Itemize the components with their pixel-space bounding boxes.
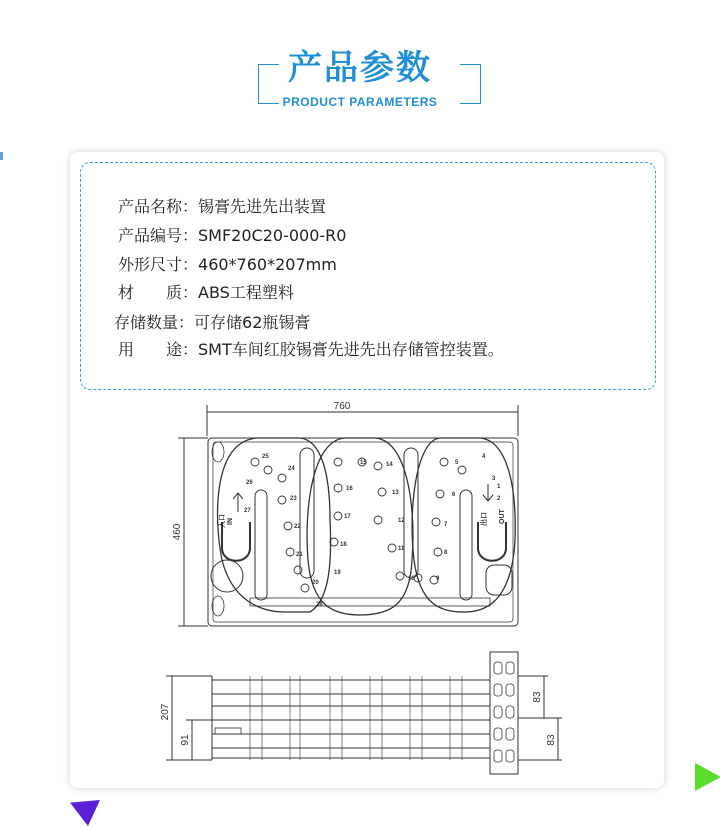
spec-key: 存储数量： [114,313,195,332]
spec-value: ABS工程塑料 [198,283,294,302]
slot-number: 17 [344,514,351,520]
label-in-cn: 入口 [219,514,226,528]
dim-side-total-label: 207 [160,703,171,721]
section-title-cn: 产品参数 [288,48,432,88]
slot-number: 6 [452,492,456,498]
slot-number: 26 [246,480,253,486]
slot-number: 9 [436,576,440,582]
spec-value: 460*760*207mm [198,255,337,274]
spec-value: SMT车间红胶锡膏先进先出存储管控装置。 [198,340,504,359]
spec-key: 产品名称： [118,197,199,216]
spec-value: 锡膏先进先出装置 [198,197,327,216]
slot-number: 8 [444,550,448,556]
slot-number: 19 [334,570,341,576]
label-out-cn: 出口 [481,512,488,526]
slot-number: 14 [386,462,393,468]
slot-numbers [244,454,501,608]
dim-width-label: 760 [333,401,351,412]
spec-key: 材 质： [118,283,199,302]
tray-right [412,438,515,612]
slot-number: 4 [482,454,486,460]
slot-number: 25 [262,454,269,460]
channel [460,490,472,600]
slot-number: 28 [316,602,323,608]
slot-number: 21 [296,552,303,558]
u-loop-right [478,522,506,561]
channel [300,448,314,578]
label-out: OUT [499,509,506,524]
slot-number: 12 [398,518,405,524]
slot-number: 1 [497,484,501,490]
spec-value: 可存储62瓶锡膏 [194,313,311,332]
u-loop-left [222,522,250,561]
slot-number: 20 [312,580,319,586]
slot-number: 16 [346,486,353,492]
spec-value: SMF20C20-000-R0 [198,226,347,245]
channel [255,490,267,600]
channel [404,448,418,578]
slot-number: 3 [492,476,496,482]
dim-right-1-label: 83 [532,691,543,703]
side-view [212,676,490,760]
slot-number: 10 [408,576,415,582]
slot-number: 23 [290,496,297,502]
slot-number: 5 [455,460,459,466]
slot-number: 27 [244,508,251,514]
slot-number: 15 [360,460,367,466]
dim-height-label: 460 [172,523,183,541]
section-title-en: PRODUCT PARAMETERS [282,95,438,109]
dim-side-low-label: 91 [180,734,191,746]
label-in: IN [227,518,234,525]
slot-number: 18 [340,542,347,548]
slot-number: 11 [398,546,405,552]
decor-triangle-green [695,763,720,791]
spec-key: 用 途： [118,340,199,359]
dim-right-2-label: 83 [546,734,557,746]
slot-number: 7 [444,522,448,528]
slot-number: 13 [392,490,399,496]
spec-key: 外形尺寸： [118,255,199,274]
spec-key: 产品编号： [118,226,199,245]
slot-number: 2 [497,496,501,502]
slot-number: 24 [288,466,295,472]
slot-number: 22 [294,524,301,530]
